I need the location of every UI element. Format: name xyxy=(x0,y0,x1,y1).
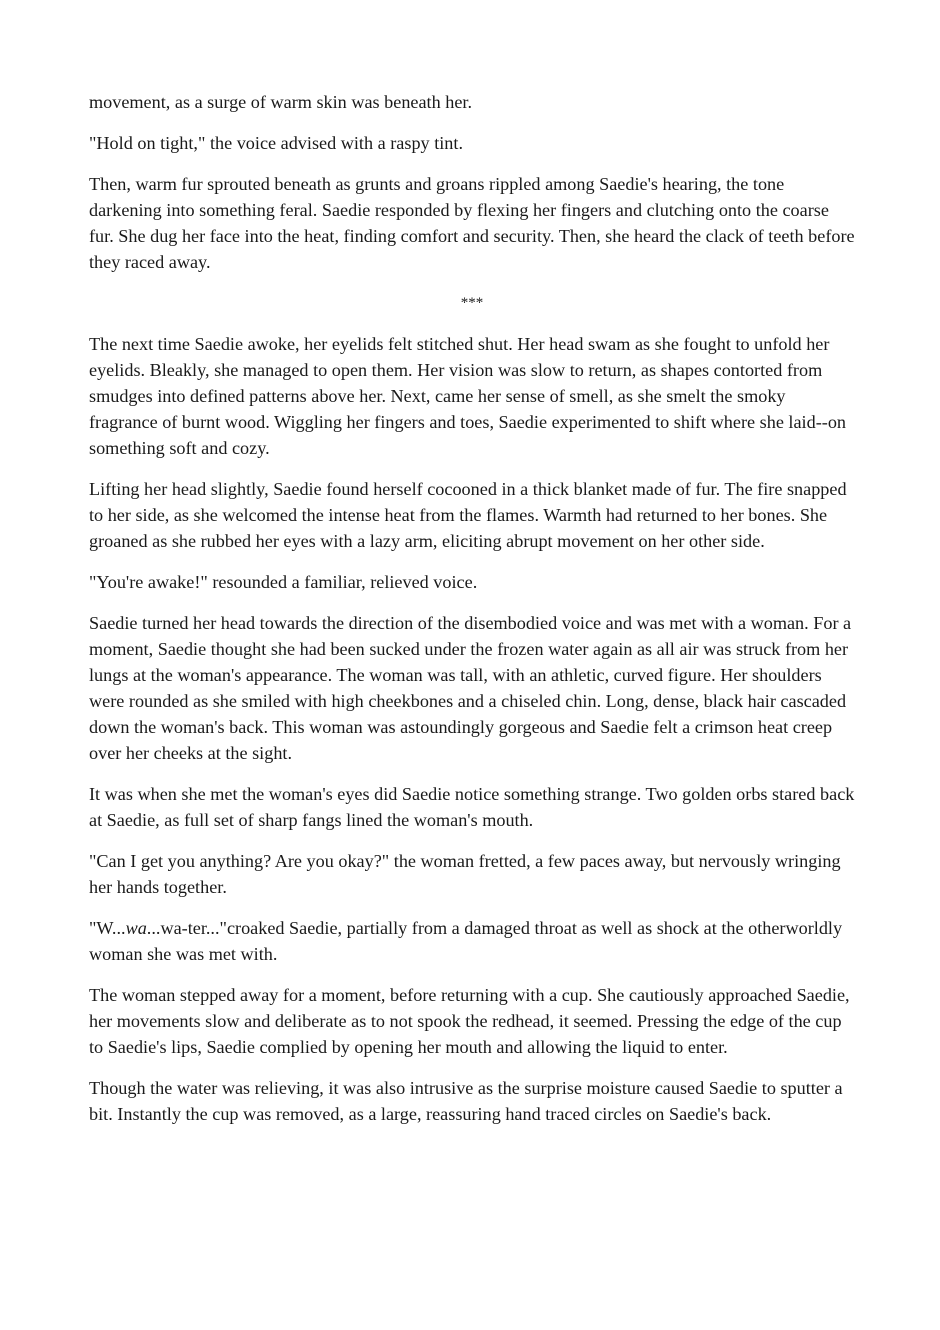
italic-text-run: wa xyxy=(125,918,147,938)
paragraph-with-italic xyxy=(89,915,855,967)
paragraph: "Hold on tight," the voice advised with a raspy tint. xyxy=(89,133,463,153)
paragraph: It was when she met the woman's eyes did Saedie notice something strange. Two golden orbs stared back at Saedie, as full set of sharp fangs lined the woman's mouth. xyxy=(89,784,855,830)
document-page xyxy=(89,89,855,1142)
paragraph: Though the water was relieving, it was also intrusive as the surprise moisture caused Saedie to sputter a bit. Instantly the cup was removed, as a large, reassuring hand traced circles on Saedie's back. xyxy=(89,1078,843,1124)
paragraph: Then, warm fur sprouted beneath as grunts and groans rippled among Saedie's hearing, the tone darkening into something feral. Saedie responded by flexing her fingers and clutching onto the coarse fur. She dug her face into the heat, finding comfort and security. Then, she heard the clack of teeth before they raced away. xyxy=(89,174,855,272)
paragraph: The next time Saedie awoke, her eyelids felt stitched shut. Her head swam as she fought to unfold her eyelids. Bleakly, she managed to open them. Her vision was slow to return, as shapes contorted from smudges into defined patterns above her. Next, came her sense of smell, as she smelt the smoky fragrance of burnt wood. Wiggling her fingers and toes, Saedie experimented to shift where she laid--on something soft and cozy. xyxy=(89,334,847,458)
scene-break-separator: *** xyxy=(460,295,484,311)
text-run: "W... xyxy=(89,918,126,938)
paragraph: "Can I get you anything? Are you okay?" the woman fretted, a few paces away, but nervously wringing her hands together. xyxy=(89,851,841,897)
text-run: ...wa-ter..."croaked Saedie, partially from a damaged throat as well as shock at the otherworldly woman she was met with. xyxy=(89,918,843,964)
paragraph: The woman stepped away for a moment, before returning with a cup. She cautiously approached Saedie, her movements slow and deliberate as to not spook the redhead, it seemed. Pressing the edge of the cup to Saedie's lips, Saedie complied by opening her mouth and allowing the liquid to enter. xyxy=(89,985,850,1057)
paragraph: Saedie turned her head towards the direction of the disembodied voice and was met with a woman. For a moment, Saedie thought she had been sucked under the frozen water again as all air was struck from her lungs at the woman's appearance. The woman was tall, with an athletic, curved figure. Her shoulders were rounded as she smiled with high cheekbones and a chiseled chin. Long, dense, black hair cascaded down the woman's back. This woman was astoundingly gorgeous and Saedie felt a crimson heat creep over her cheeks at the sight. xyxy=(89,613,852,763)
paragraph: Lifting her head slightly, Saedie found herself cocooned in a thick blanket made of fur. The fire snapped to her side, as she welcomed the intense heat from the flames. Warmth had returned to her bones. She groaned as she rubbed her eyes with a lazy arm, eliciting abrupt movement on her other side. xyxy=(89,479,847,551)
paragraph: movement, as a surge of warm skin was beneath her. xyxy=(89,92,473,112)
paragraph: "You're awake!" resounded a familiar, relieved voice. xyxy=(89,572,478,592)
